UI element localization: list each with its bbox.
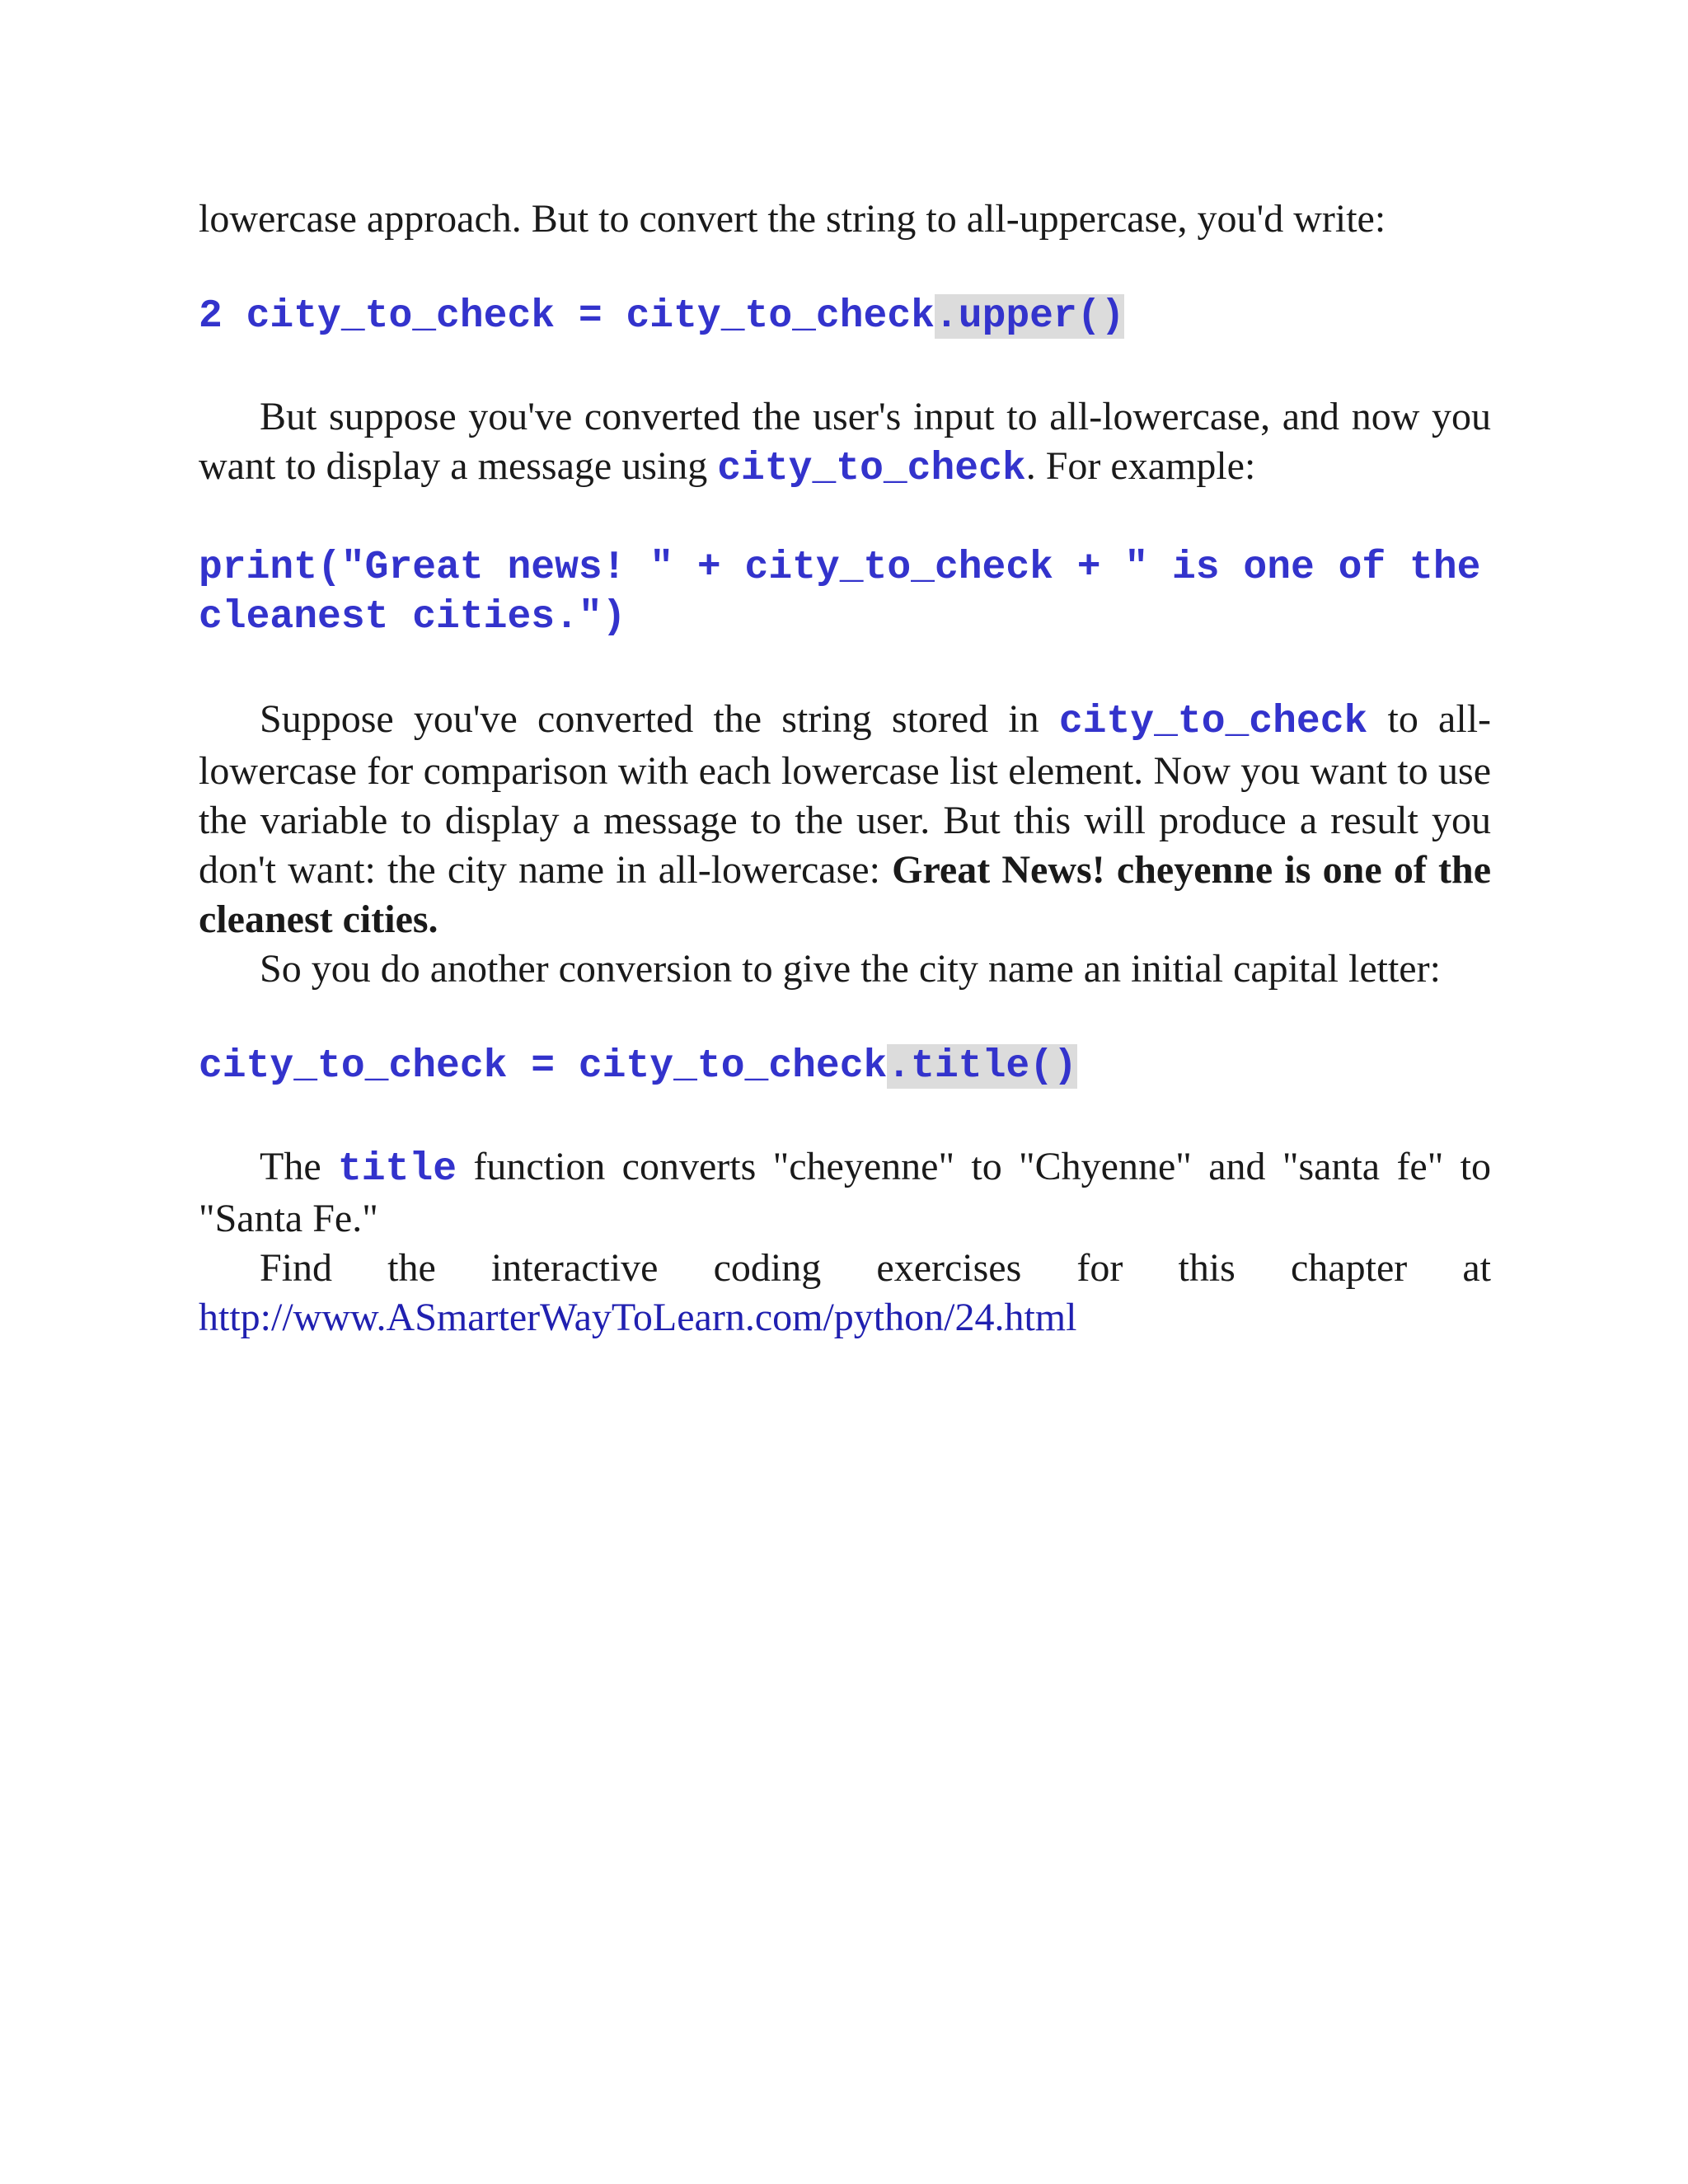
exercises-link[interactable]: http://www.ASmarterWayToLearn.com/python/24.html: [199, 1296, 1077, 1339]
paragraph-text: function converts "cheyenne" to "Chyenne" and "santa fe" to "Santa Fe.": [199, 1145, 1492, 1240]
paragraph-text: But suppose you've converted the user's input to all-lowercase, and now you want to display a message using: [199, 395, 1491, 488]
code-title-prefix: city_to_check = city_to_check: [199, 1044, 888, 1089]
code-block-print: print("Great news! " + city_to_check + " is one of the cleanest cities."): [199, 546, 1505, 640]
paragraph-link-line: [199, 1293, 1491, 1343]
bold-output-example: Great News! cheyenne is one of the cleanest cities.: [199, 848, 1491, 941]
paragraph-text: to all-lowercase for comparison with each lowercase list element. Now you want to use the variable to display a message to the user. But this will produce a result you don't want: the city name in all-lowercase:: [199, 697, 1492, 892]
spacer: [199, 341, 1491, 392]
page-content: [199, 194, 1505, 1343]
paragraph-suppose-lowercase: [199, 392, 1491, 494]
paragraph-title-function: [199, 1142, 1491, 1244]
paragraph-intro: lowercase approach. But to convert the string to all-uppercase, you'd write:: [199, 197, 1386, 241]
spacer: [199, 994, 1491, 1042]
spacer: [199, 494, 1491, 543]
code-upper-prefix: 2 city_to_check = city_to_check: [199, 294, 935, 339]
paragraph-suppose-converted: [199, 695, 1491, 944]
spacer: [199, 1091, 1491, 1142]
paragraph-text: Suppose you've converted the string stored in: [260, 697, 1059, 741]
inline-code-city-to-check: city_to_check: [1058, 700, 1368, 744]
paragraph-text: The: [260, 1145, 338, 1188]
spacer: [199, 642, 1491, 695]
code-upper-highlight: .upper(): [934, 294, 1125, 339]
code-block-title: [199, 1042, 1491, 1091]
inline-code-title: title: [337, 1147, 457, 1192]
spacer: [199, 244, 1491, 292]
inline-code-city-to-check: city_to_check: [717, 447, 1026, 491]
paragraph-find-exercises: Find the interactive coding exercises for this chapter at: [260, 1246, 1491, 1290]
paragraph-another-conversion: So you do another conversion to give the city name an initial capital letter:: [260, 947, 1441, 991]
paragraph-text: . For example:: [1025, 444, 1256, 488]
code-block-upper: [199, 292, 1491, 341]
code-title-highlight: .title(): [887, 1044, 1077, 1089]
